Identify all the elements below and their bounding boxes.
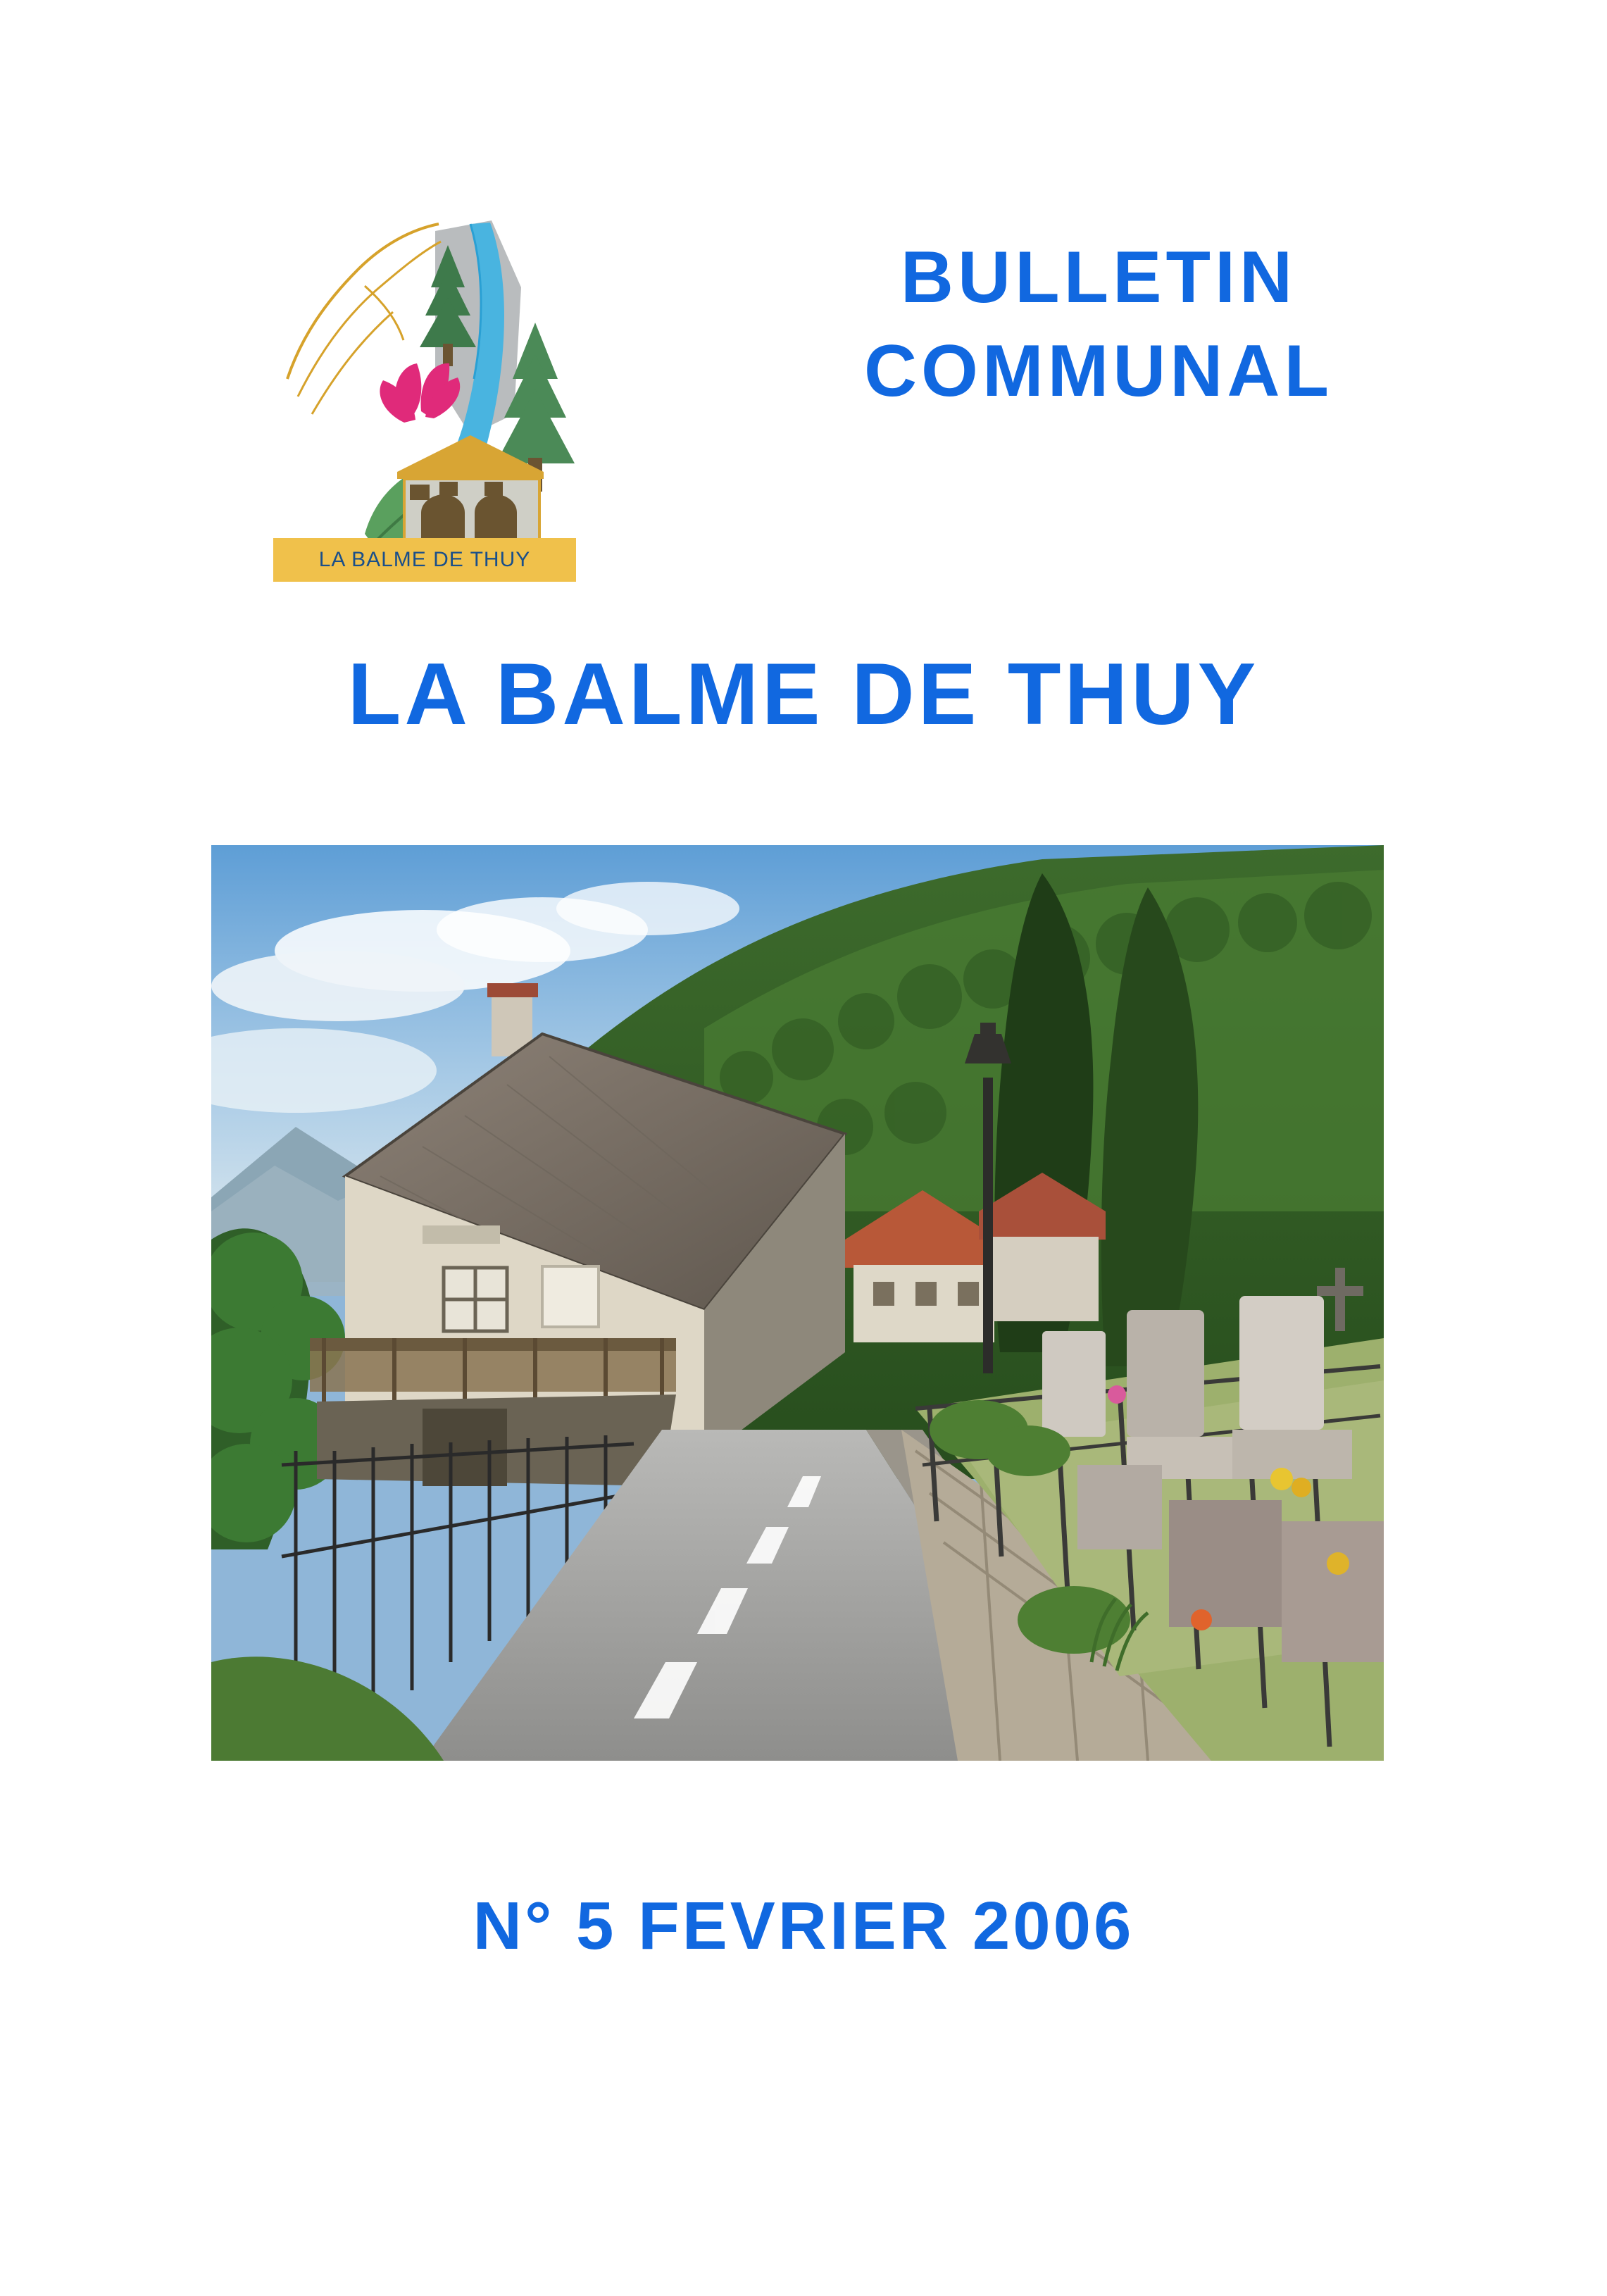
cover-photo-image (211, 845, 1384, 1761)
cover-header (0, 189, 1607, 611)
title-line-2: COMMUNAL (863, 330, 1334, 413)
issue-number-date: N° 5 FEVRIER 2006 (473, 1888, 1134, 1964)
logo-banner-text: LA BALME DE THUY (318, 548, 531, 571)
title-line-1: BULLETIN (900, 237, 1297, 318)
commune-name: LA BALME DE THUY (347, 646, 1260, 743)
logo-banner (273, 538, 576, 582)
cover-photo (211, 845, 1384, 1761)
page-title (662, 231, 1535, 418)
commune-logo (259, 203, 590, 597)
